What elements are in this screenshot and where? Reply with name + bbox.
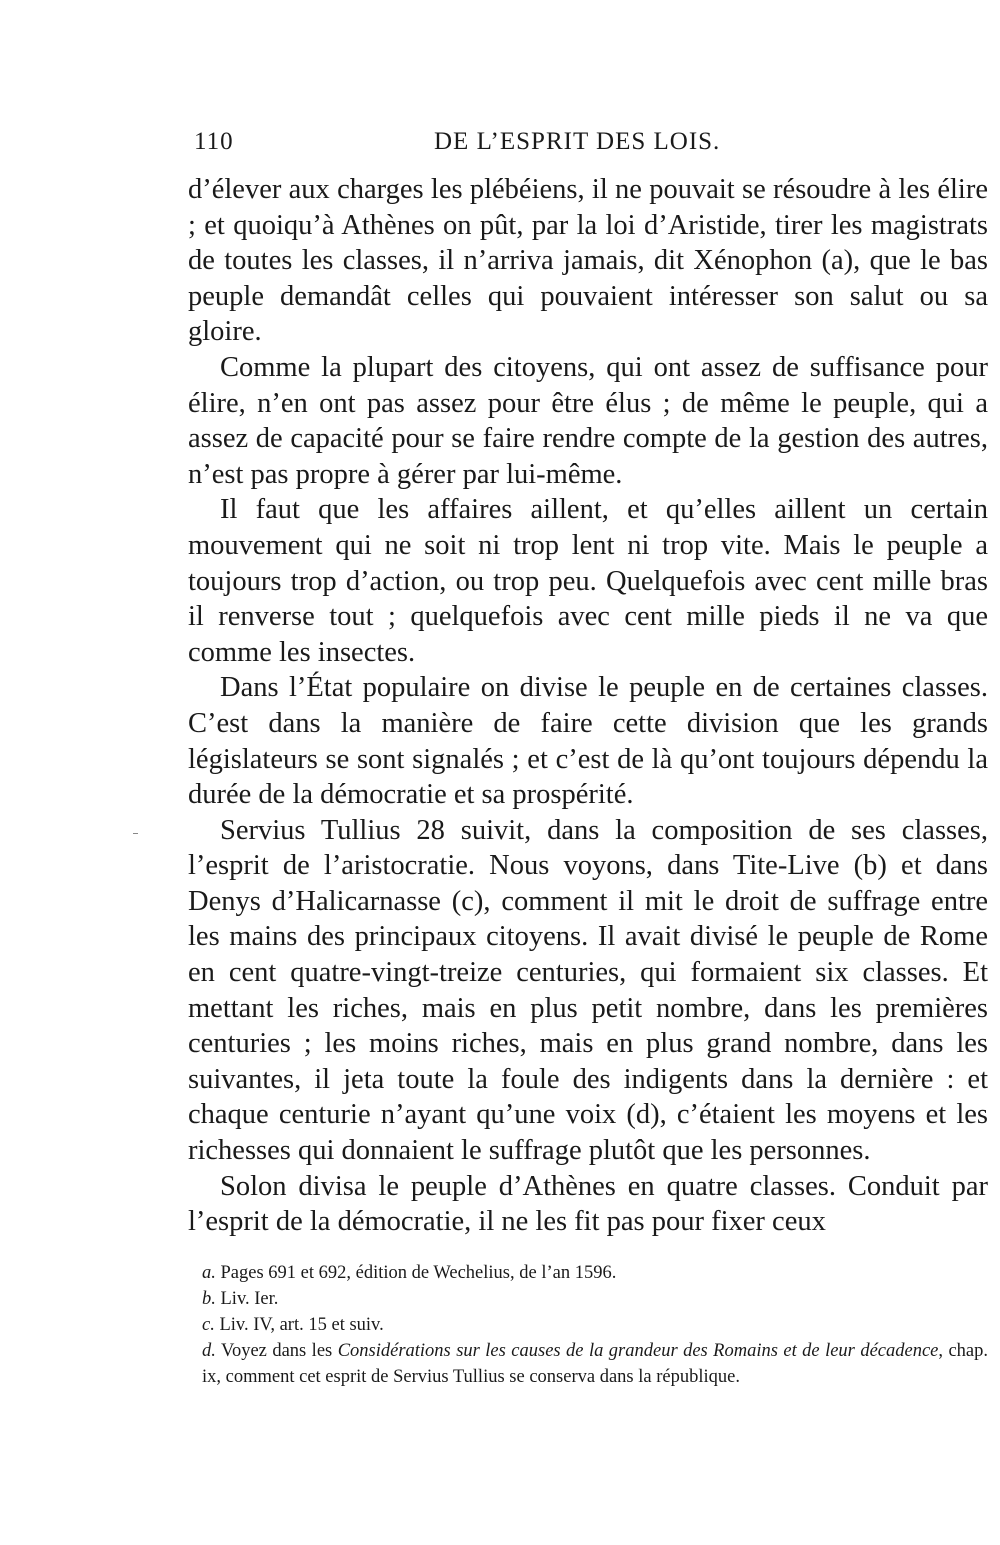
paragraph: Servius Tullius 28 suivit, dans la composition de ses classes, l’esprit de l’aristocratie. Nous voyons, dans Tite-Live (b) et dans Denys d’Halicarnasse (c), comment il mit le droit de suffrage entre les mains des principaux citoyens. Il avait divisé le peuple de Rome en cent quatre-vingt-treize centuries, qui formaient six classes. Et mettant les riches, mais en plus petit nombre, dans les premières centuries ; les moins riches, mais en plus grand nombre, dans les suivantes, il jeta toute la foule des indigents dans la dernière : et chaque centurie n’ayant qu’une voix (d), c’étaient les moyens et les richesses qui donnaient le suffrage plutôt que les personnes. bbox=[188, 814, 988, 1167]
paragraph: Solon divisa le peuple d’Athènes en quatre classes. Conduit par l’esprit de la démocratie, il ne les fit pas pour fixer ceux bbox=[188, 1170, 988, 1238]
footnote-book-title: Considérations sur les causes de la grandeur des Romains et de leur décadence bbox=[337, 1340, 939, 1361]
paragraph: Il faut que les affaires aillent, et qu’elles aillent un certain mouvement qui ne soit ni trop lent ni trop vite. Mais le peuple a toujours trop d’action, ou trop peu. Quelquefois avec cent mille bras il renverse tout ; quelquefois avec cent mille pieds il ne va que comme les insectes. bbox=[188, 494, 988, 668]
running-title: DE L’ESPRIT DES LOIS. bbox=[434, 128, 721, 155]
book-page bbox=[188, 118, 988, 1390]
margin-mark bbox=[133, 833, 138, 834]
footnote-mark: d. bbox=[202, 1340, 216, 1361]
body-text bbox=[188, 172, 988, 1240]
paragraph: Dans l’État populaire on divise le peuple en de certaines classes. C’est dans la manière de faire cette division que les grands législateurs se sont signalés ; et c’est de là qu’ont toujours dépendu la durée de la démocratie et sa prospérité. bbox=[188, 672, 988, 811]
footnote-mark: b. bbox=[202, 1288, 216, 1309]
footnote-text: Liv. IV, art. 15 et suiv. bbox=[219, 1314, 384, 1335]
running-head bbox=[188, 118, 988, 158]
footnote-text-after: , chap. ix, comment cet esprit de Servius Tullius se conserva dans la république. bbox=[202, 1340, 988, 1387]
footnote-b bbox=[202, 1286, 988, 1312]
paragraph-continued: d’élever aux charges les plébéiens, il ne pouvait se résoudre à les élire ; et quoiqu’à Athènes on pût, par la loi d’Aristide, tirer les magistrats de toutes les classes, il n’arriva jamais, dit Xénophon (a), que le bas peuple demandât celles qui pouvaient intéresser son salut ou sa gloire. bbox=[188, 174, 988, 348]
page-number: 110 bbox=[194, 128, 234, 155]
footnote-mark: a. bbox=[202, 1262, 216, 1283]
footnote-d bbox=[202, 1338, 988, 1390]
footnote-text: Pages 691 et 692, édition de Wechelius, de l’an 1596. bbox=[220, 1262, 617, 1283]
footnote-text-before: Voyez dans les bbox=[220, 1340, 333, 1361]
footnote-c bbox=[202, 1312, 988, 1338]
paragraph: Comme la plupart des citoyens, qui ont assez de suffisance pour élire, n’en ont pas assez pour être élus ; de même le peuple, qui a assez de capacité pour se faire rendre compte de la gestion des autres, n’est pas propre à gérer par lui-même. bbox=[188, 351, 988, 490]
footnote-text: Liv. Ier. bbox=[220, 1288, 279, 1309]
footnote-mark: c. bbox=[202, 1314, 215, 1335]
footnote-a bbox=[202, 1260, 988, 1286]
footnotes bbox=[188, 1260, 988, 1390]
